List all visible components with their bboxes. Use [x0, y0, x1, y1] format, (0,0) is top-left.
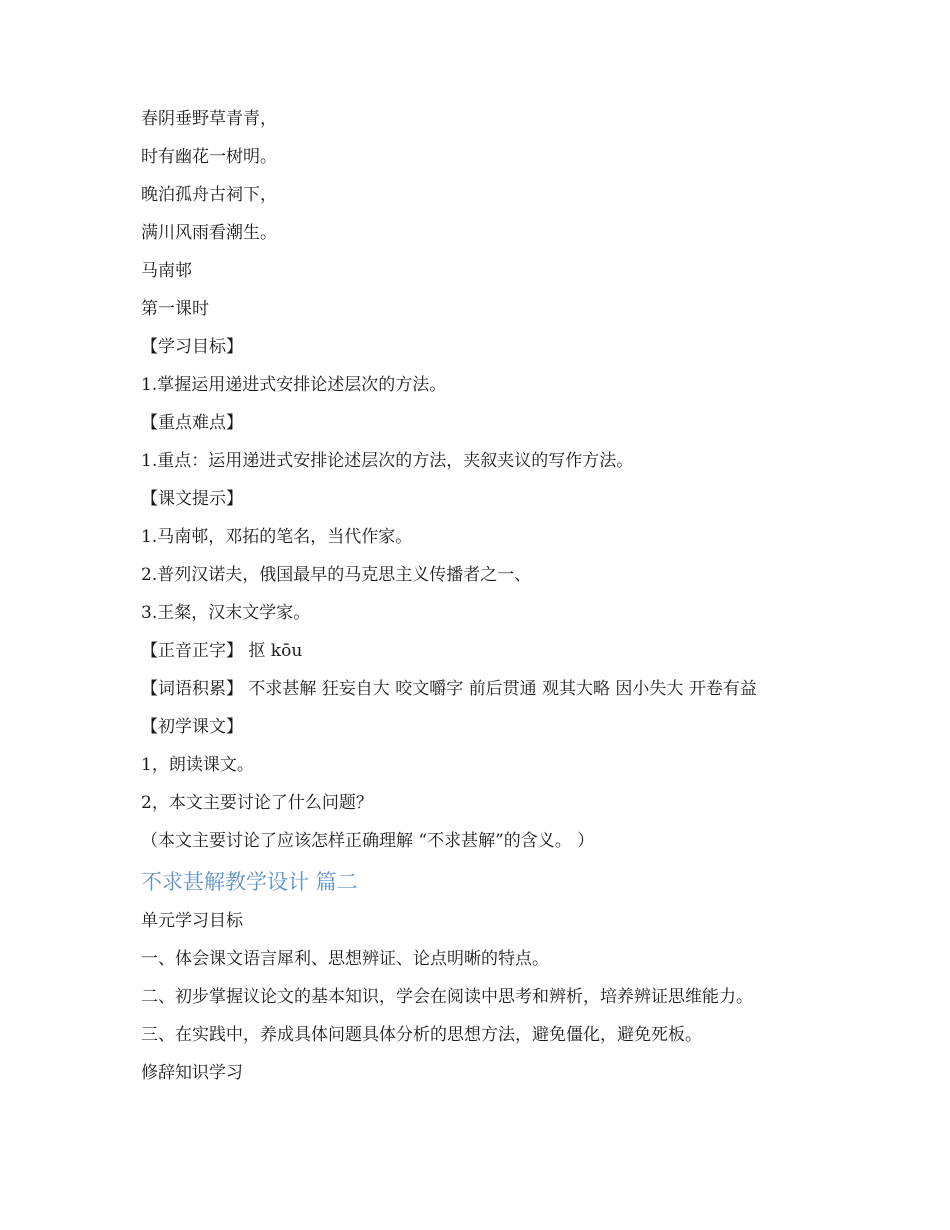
- hints-item-2: 2.普列汉诺夫，俄国最早的马克思主义传播者之一、: [141, 565, 532, 585]
- unit-goals-label: 单元学习目标: [141, 911, 243, 931]
- hints-item-1: 1.马南邨，邓拓的笔名，当代作家。: [141, 527, 413, 547]
- unit-goal-1: 一、体会课文语言犀利、思想辨证、论点明晰的特点。: [141, 949, 549, 969]
- article-title: 马南邨: [141, 261, 192, 281]
- goals-header: 【学习目标】: [141, 337, 243, 357]
- pronunciation-line: 【正音正字】 抠 kōu: [141, 641, 303, 661]
- unit-goal-3: 三、在实践中，养成具体问题具体分析的思想方法，避免僵化，避免死板。: [141, 1025, 702, 1045]
- first-read-item-1: 1，朗读课文。: [141, 755, 254, 775]
- poem-line-4: 满川风雨看潮生。: [141, 223, 277, 243]
- hints-item-3: 3.王粲，汉末文学家。: [141, 603, 311, 623]
- lesson-label: 第一课时: [141, 299, 209, 319]
- poem-line-3: 晚泊孤舟古祠下，: [141, 185, 277, 205]
- first-read-answer: （本文主要讨论了应该怎样正确理解 “不求甚解”的含义。 ）: [141, 831, 595, 851]
- first-read-item-2: 2，本文主要讨论了什么问题？: [141, 793, 373, 813]
- key-points-header: 【重点难点】: [141, 413, 243, 433]
- unit-goal-2: 二、初步掌握议论文的基本知识，学会在阅读中思考和辨析，培养辨证思维能力。: [141, 987, 753, 1007]
- poem-line-2: 时有幽花一树明。: [141, 147, 277, 167]
- vocabulary-line: 【词语积累】 不求甚解 狂妄自大 咬文嚼字 前后贯通 观其大略 因小失大 开卷有益: [141, 679, 757, 699]
- first-read-header: 【初学课文】: [141, 717, 243, 737]
- document-page: [141, 108, 841, 1100]
- key-points-item-1: 1.重点：运用递进式安排论述层次的方法，夹叙夹议的写作方法。: [141, 451, 634, 471]
- hints-header: 【课文提示】: [141, 489, 243, 509]
- goals-item-1: 1.掌握运用递进式安排论述层次的方法。: [141, 375, 447, 395]
- section-heading: 不求甚解教学设计 篇二: [141, 870, 358, 894]
- poem-line-1: 春阴垂野草青青，: [141, 109, 277, 129]
- rhetoric-label: 修辞知识学习: [141, 1063, 243, 1083]
